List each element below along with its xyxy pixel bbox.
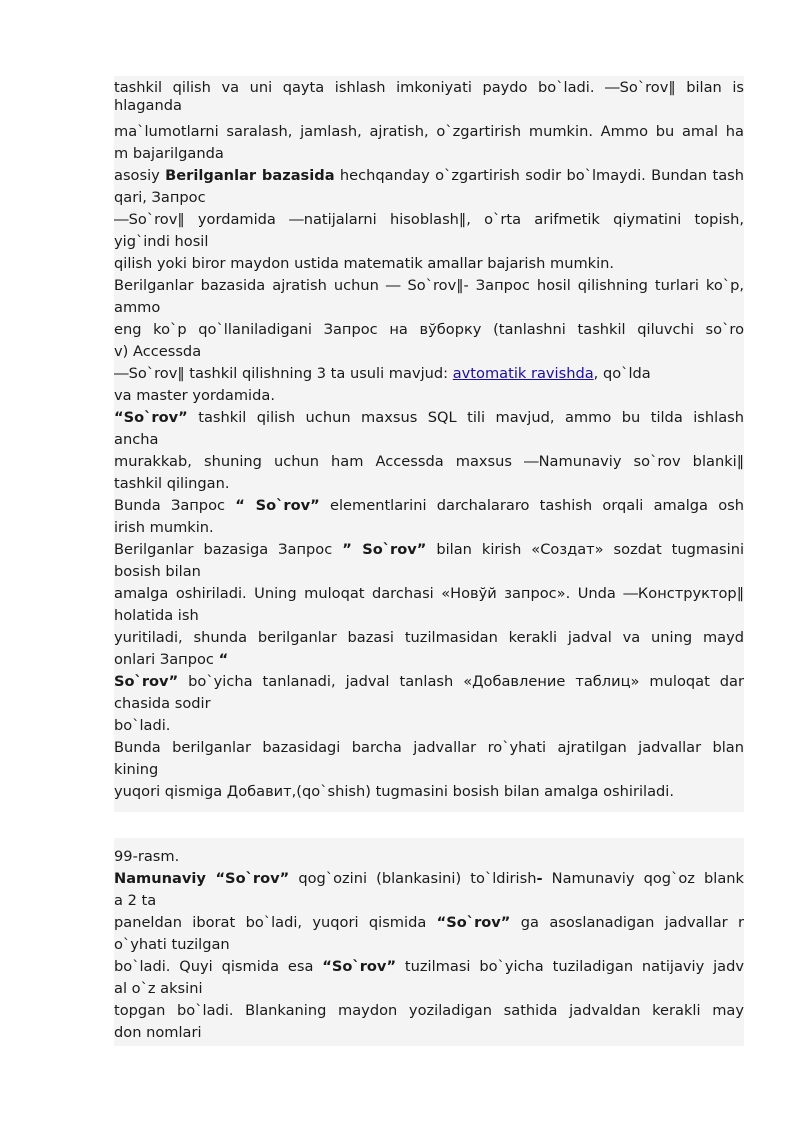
text-line: yuqori qismiga Добавит,(qo`shish) tugmasini bosish bilan amalga oshiriladi. <box>114 783 674 800</box>
text-line: “So`rov” tashkil qilish uchun maxsus SQL tili mavjud, ammo bu tilda ishlash <box>114 409 744 426</box>
text-line: kining <box>114 761 159 778</box>
text-line: al o`z aksini <box>114 980 203 997</box>
text-line: Bunda berilganlar bazasidagi barcha jadvallar ro`yhati ajratilgan jadvallar blan <box>114 739 744 756</box>
text-line: Namunaviy “So`rov” qog`ozini (blankasini) to`ldirish- Namunaviy qog`oz blank <box>114 870 744 887</box>
text-line: yuritiladi, shunda berilganlar bazasi tuzilmasidan kerakli jadval va uning mayd <box>114 629 744 646</box>
text-line: tashkil qilingan. <box>114 475 230 492</box>
text-line: ammo <box>114 299 161 316</box>
text-line: qari, Запрос <box>114 189 206 206</box>
text-line: holatida ish <box>114 607 199 624</box>
text-line: m bajarilganda <box>114 145 224 162</box>
text-line: eng ko`p qo`llaniladigani Запрос на вўборку (tanlashni tashkil qiluvchi so`ro <box>114 321 744 338</box>
text-line: bo`ladi. <box>114 717 171 734</box>
text-line: topgan bo`ladi. Blankaning maydon yoziladigan sathida jadvaldan kerakli may <box>114 1002 744 1019</box>
text-line: va master yordamida. <box>114 387 275 404</box>
text-line: bo`ladi. Quyi qismida esa “So`rov” tuzilmasi bo`yicha tuziladigan natijaviy jadv <box>114 958 744 975</box>
text-line: ―So`rov‖ tashkil qilishning 3 ta usuli mavjud: avtomatik ravishda, qo`lda <box>114 365 651 382</box>
text-line: o`yhati tuzilgan <box>114 936 230 953</box>
text-line: So`rov” bo`yicha tanlanadi, jadval tanlash «Добавление таблиц» muloqat dar <box>114 673 744 690</box>
text-line: amalga oshiriladi. Uning muloqat darchasi «Новўй запрос». Unda ―Конструктор‖ <box>114 585 744 602</box>
text-line: onlari Запрос “ <box>114 651 229 668</box>
text-line: murakkab, shuning uchun ham Accessda maxsus ―Namunaviy so`rov blanki‖ <box>114 453 744 470</box>
text-line: chasida sodir <box>114 695 211 712</box>
text-line: a 2 ta <box>114 892 157 909</box>
figure-caption: 99-rasm. <box>114 848 180 865</box>
text-line: tashkil qilish va uni qayta ishlash imkoniyati paydo bo`ladi. ―So`rov‖ bilan is <box>114 79 744 96</box>
text-line: ma`lumotlarni saralash, jamlash, ajratish, o`zgartirish mumkin. Ammo bu amal ha <box>114 123 744 140</box>
text-line: Bunda Запрос “ So`rov” elementlarini darchalararo tashish orqali amalga osh <box>114 497 744 514</box>
text-line: yig`indi hosil <box>114 233 209 250</box>
text-line: Berilganlar bazasiga Запрос ” So`rov” bilan kirish «Создат» sozdat tugmasini <box>114 541 744 558</box>
text-line: qilish yoki biror maydon ustida matematik amallar bajarish mumkin. <box>114 255 615 272</box>
text-line: bosish bilan <box>114 563 201 580</box>
text-line: paneldan iborat bo`ladi, yuqori qismida “So`rov” ga asoslanadigan jadvallar r <box>114 914 744 931</box>
text-line: hlaganda <box>114 97 182 114</box>
avtomatik-ravishda-link[interactable]: avtomatik ravishda <box>452 365 594 382</box>
text-line: Berilganlar bazasida ajratish uchun ― So`rov‖- Запрос hosil qilishning turlari ko`p, <box>114 277 744 294</box>
text-line: asosiy Berilganlar bazasida hechqanday o`zgartirish sodir bo`lmaydi. Bundan tash <box>114 167 744 184</box>
text-line: don nomlari <box>114 1024 202 1041</box>
text-line: ancha <box>114 431 159 448</box>
text-line: v) Accessda <box>114 343 202 360</box>
text-line: irish mumkin. <box>114 519 214 536</box>
text-line: ―So`rov‖ yordamida ―natijalarni hisoblash‖, o`rta arifmetik qiymatini topish, <box>114 211 744 228</box>
